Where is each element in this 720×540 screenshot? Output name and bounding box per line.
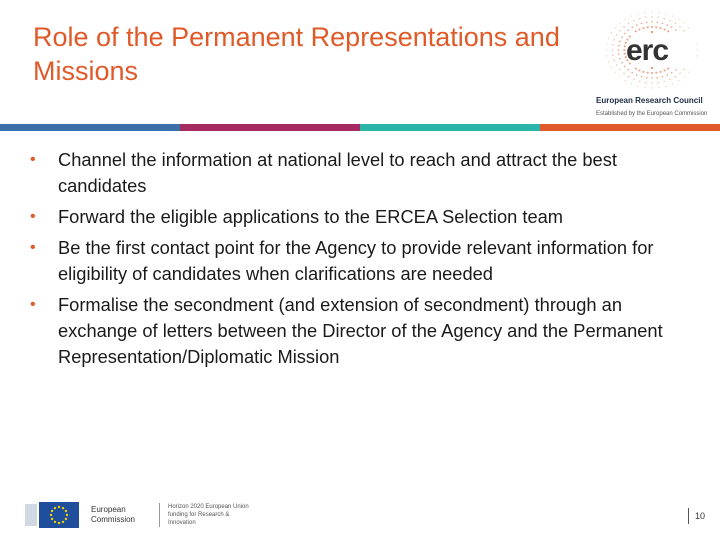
bullet-item xyxy=(30,235,700,287)
commission-label: European Commission xyxy=(91,505,136,524)
slide-title: Role of the Permanent Representations and Missions xyxy=(33,22,560,86)
bullet-icon: • xyxy=(30,151,36,168)
bullet-text: Formalise the secondment (and extension of secondment) through an exchange of letters between the Director of the Agency and the Permanent Representation/Diplomatic Mission xyxy=(58,294,663,367)
bullet-text: Channel the information at national level to reach and attract the best candidates xyxy=(58,149,617,196)
color-bar-segment-purple xyxy=(180,124,360,131)
erc-name: European Research Council xyxy=(596,96,703,105)
bullet-icon: • xyxy=(30,239,36,256)
color-bar-segment-orange xyxy=(540,124,720,131)
color-bar-segment-blue xyxy=(0,124,180,131)
bullet-item xyxy=(30,204,700,230)
bullet-text: Forward the eligible applications to the ERCEA Selection team xyxy=(58,206,564,227)
bullet-list xyxy=(30,147,700,375)
bullet-text: Be the first contact point for the Agency to provide relevant information for eligibility of candidates when clarifications are needed xyxy=(58,237,654,284)
erc-wordmark: erc xyxy=(626,34,669,67)
erc-logo xyxy=(592,10,712,122)
footer-divider xyxy=(159,503,160,527)
bullet-icon: • xyxy=(30,296,36,313)
horizon-2020-label: Horizon 2020 European Union funding for Research & Innovation xyxy=(168,504,249,526)
erc-established: Established by the European Commission xyxy=(596,111,708,117)
color-bar-segment-teal xyxy=(360,124,540,131)
european-commission-logo-icon xyxy=(25,500,85,530)
page-number: 10 xyxy=(688,508,705,524)
footer-logos xyxy=(25,498,258,532)
color-bar xyxy=(0,124,720,131)
bullet-item xyxy=(30,147,700,199)
bullet-icon: • xyxy=(30,208,36,225)
bullet-item xyxy=(30,292,700,370)
